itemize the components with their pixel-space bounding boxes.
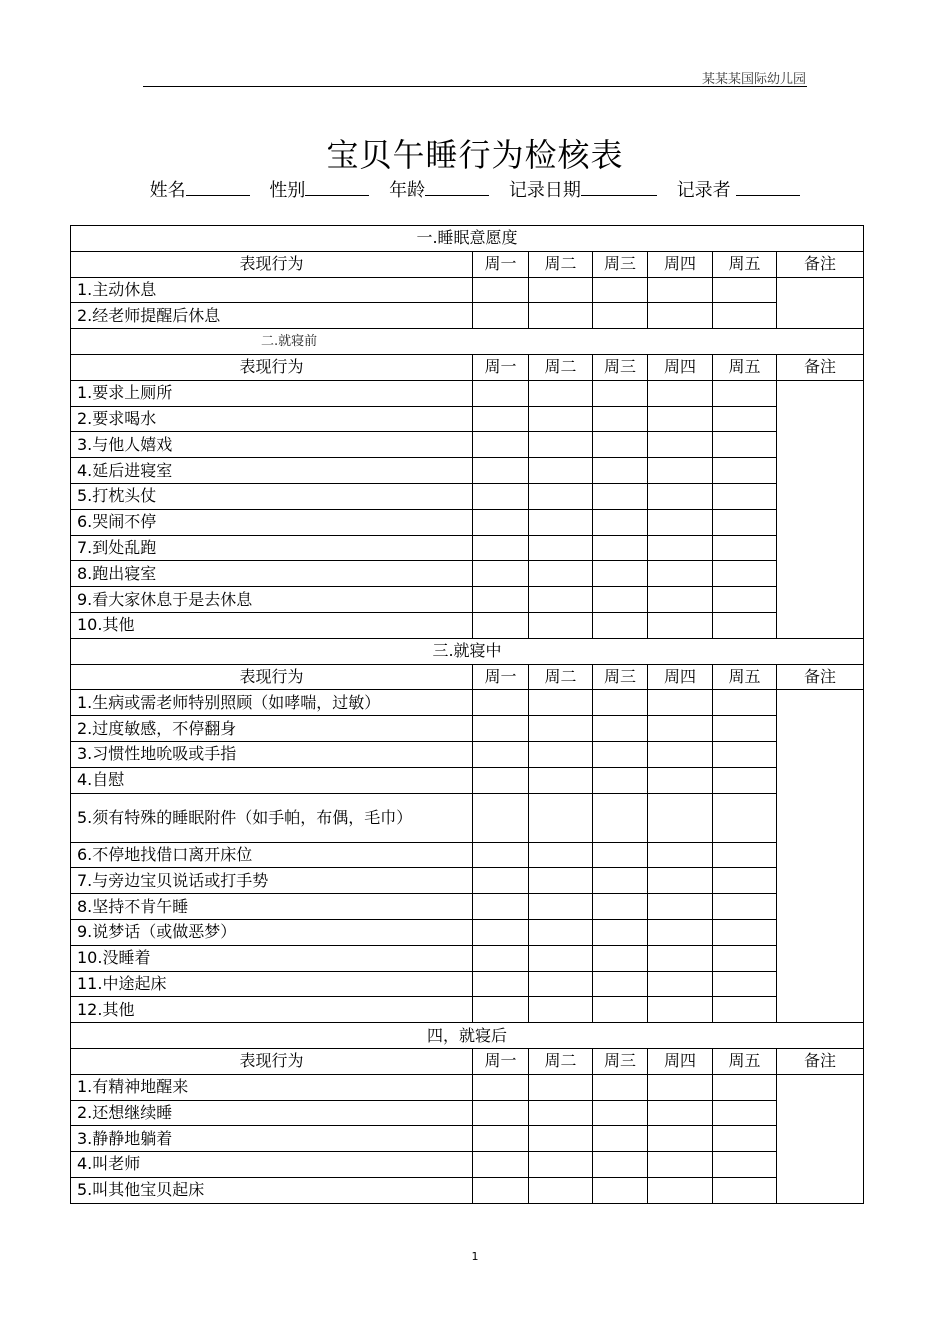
behavior-item: 8.坚持不肯午睡 xyxy=(71,894,473,920)
page-title: 宝贝午睡行为检核表 xyxy=(326,136,624,174)
check-cell-tue[interactable] xyxy=(529,1074,593,1100)
table-row xyxy=(71,535,864,561)
check-cell-thu[interactable] xyxy=(648,842,713,868)
table-row xyxy=(71,458,864,484)
check-cell-fri[interactable] xyxy=(713,842,777,868)
table-row xyxy=(71,767,864,793)
page-number: 1 xyxy=(471,1250,479,1263)
table-row xyxy=(71,483,864,509)
check-cell-fri[interactable] xyxy=(713,793,777,842)
check-cell-tue[interactable] xyxy=(529,894,593,920)
check-cell-tue[interactable] xyxy=(529,919,593,945)
table-row xyxy=(71,716,864,742)
check-cell-thu[interactable] xyxy=(648,997,713,1023)
check-cell-tue[interactable] xyxy=(529,483,593,509)
check-cell-tue[interactable] xyxy=(529,277,593,303)
check-cell-mon[interactable] xyxy=(473,690,529,716)
check-cell-fri[interactable] xyxy=(713,432,777,458)
day-header-wed: 周三 xyxy=(593,664,648,690)
check-cell-fri[interactable] xyxy=(713,868,777,894)
day-header-fri: 周五 xyxy=(713,664,777,690)
check-cell-thu[interactable] xyxy=(648,767,713,793)
day-header-tue: 周二 xyxy=(529,664,593,690)
behavior-item: 12.其他 xyxy=(71,997,473,1023)
check-cell-tue[interactable] xyxy=(529,868,593,894)
check-cell-mon[interactable] xyxy=(473,1152,529,1178)
check-cell-fri[interactable] xyxy=(713,741,777,767)
check-cell-mon[interactable] xyxy=(473,535,529,561)
check-cell-mon[interactable] xyxy=(473,303,529,329)
check-cell-tue[interactable] xyxy=(529,1126,593,1152)
table-row xyxy=(71,432,864,458)
table-row xyxy=(71,509,864,535)
check-cell-mon[interactable] xyxy=(473,458,529,484)
behavior-header: 表现行为 xyxy=(71,664,473,690)
check-cell-wed[interactable] xyxy=(593,432,648,458)
day-header-thu: 周四 xyxy=(648,251,713,277)
remark-cell[interactable] xyxy=(777,690,864,1023)
check-cell-tue[interactable] xyxy=(529,716,593,742)
check-cell-thu[interactable] xyxy=(648,483,713,509)
behavior-item: 4.自慰 xyxy=(71,767,473,793)
check-cell-wed[interactable] xyxy=(593,767,648,793)
check-cell-tue[interactable] xyxy=(529,509,593,535)
behavior-item: 9.看大家休息于是去休息 xyxy=(71,587,473,613)
day-header-thu: 周四 xyxy=(648,664,713,690)
check-cell-tue[interactable] xyxy=(529,406,593,432)
check-cell-wed[interactable] xyxy=(593,277,648,303)
check-cell-tue[interactable] xyxy=(529,458,593,484)
check-cell-mon[interactable] xyxy=(473,561,529,587)
column-header-row xyxy=(71,664,864,690)
check-cell-wed[interactable] xyxy=(593,458,648,484)
check-cell-mon[interactable] xyxy=(473,432,529,458)
table-row xyxy=(71,303,864,329)
day-header-wed: 周三 xyxy=(593,354,648,380)
check-cell-mon[interactable] xyxy=(473,277,529,303)
day-header-mon: 周一 xyxy=(473,251,529,277)
check-cell-tue[interactable] xyxy=(529,587,593,613)
table-row xyxy=(71,277,864,303)
check-cell-tue[interactable] xyxy=(529,793,593,842)
check-cell-fri[interactable] xyxy=(713,406,777,432)
behavior-item: 8.跑出寝室 xyxy=(71,561,473,587)
check-cell-tue[interactable] xyxy=(529,303,593,329)
behavior-item: 6.哭闹不停 xyxy=(71,509,473,535)
table-row xyxy=(71,612,864,638)
check-cell-mon[interactable] xyxy=(473,945,529,971)
check-cell-fri[interactable] xyxy=(713,587,777,613)
check-cell-wed[interactable] xyxy=(593,868,648,894)
check-cell-wed[interactable] xyxy=(593,894,648,920)
check-cell-wed[interactable] xyxy=(593,690,648,716)
check-cell-wed[interactable] xyxy=(593,561,648,587)
check-cell-tue[interactable] xyxy=(529,561,593,587)
table-row xyxy=(71,406,864,432)
check-cell-fri[interactable] xyxy=(713,690,777,716)
check-cell-tue[interactable] xyxy=(529,1152,593,1178)
name-label: 姓名 xyxy=(149,180,186,201)
remark-header: 备注 xyxy=(777,664,864,690)
section-title-row xyxy=(71,638,864,664)
age-label: 年龄 xyxy=(389,180,426,201)
check-cell-tue[interactable] xyxy=(529,971,593,997)
check-cell-thu[interactable] xyxy=(648,303,713,329)
check-cell-mon[interactable] xyxy=(473,842,529,868)
check-cell-mon[interactable] xyxy=(473,509,529,535)
check-cell-mon[interactable] xyxy=(473,406,529,432)
section-title-row xyxy=(71,329,864,355)
check-cell-mon[interactable] xyxy=(473,612,529,638)
check-cell-wed[interactable] xyxy=(593,483,648,509)
check-cell-mon[interactable] xyxy=(473,971,529,997)
check-cell-fri[interactable] xyxy=(713,1074,777,1100)
behavior-item: 2.还想继续睡 xyxy=(71,1100,473,1126)
table-row xyxy=(71,1100,864,1126)
behavior-item: 1.有精神地醒来 xyxy=(71,1074,473,1100)
day-header-tue: 周二 xyxy=(529,1048,593,1074)
check-cell-wed[interactable] xyxy=(593,716,648,742)
day-header-wed: 周三 xyxy=(593,1048,648,1074)
check-cell-mon[interactable] xyxy=(473,380,529,406)
check-cell-thu[interactable] xyxy=(648,535,713,561)
check-cell-thu[interactable] xyxy=(648,380,713,406)
behavior-item: 7.与旁边宝贝说话或打手势 xyxy=(71,868,473,894)
section-title: 四，就寝后 xyxy=(71,1023,864,1049)
check-cell-thu[interactable] xyxy=(648,1126,713,1152)
check-cell-wed[interactable] xyxy=(593,793,648,842)
check-cell-thu[interactable] xyxy=(648,1100,713,1126)
check-cell-thu[interactable] xyxy=(648,1074,713,1100)
table-row xyxy=(71,971,864,997)
section-title: 三.就寝中 xyxy=(71,638,864,664)
behavior-item: 1.主动休息 xyxy=(71,277,473,303)
check-cell-wed[interactable] xyxy=(593,587,648,613)
table-row xyxy=(71,587,864,613)
check-cell-tue[interactable] xyxy=(529,945,593,971)
check-cell-wed[interactable] xyxy=(593,509,648,535)
check-cell-fri[interactable] xyxy=(713,997,777,1023)
gender-label: 性别 xyxy=(269,180,306,201)
day-header-fri: 周五 xyxy=(713,1048,777,1074)
check-cell-wed[interactable] xyxy=(593,919,648,945)
behavior-item: 5.叫其他宝贝起床 xyxy=(71,1177,473,1203)
check-cell-tue[interactable] xyxy=(529,997,593,1023)
day-header-thu: 周四 xyxy=(648,1048,713,1074)
check-cell-mon[interactable] xyxy=(473,716,529,742)
check-cell-wed[interactable] xyxy=(593,1100,648,1126)
behavior-item: 11.中途起床 xyxy=(71,971,473,997)
behavior-item: 3.静静地躺着 xyxy=(71,1126,473,1152)
table-row xyxy=(71,690,864,716)
checklist-table xyxy=(70,225,864,1204)
check-cell-mon[interactable] xyxy=(473,793,529,842)
check-cell-thu[interactable] xyxy=(648,432,713,458)
info-fields xyxy=(0,176,950,202)
check-cell-tue[interactable] xyxy=(529,432,593,458)
remark-header: 备注 xyxy=(777,354,864,380)
behavior-item: 3.习惯性地吮吸或手指 xyxy=(71,741,473,767)
check-cell-wed[interactable] xyxy=(593,997,648,1023)
check-cell-thu[interactable] xyxy=(648,561,713,587)
behavior-item: 3.与他人嬉戏 xyxy=(71,432,473,458)
check-cell-thu[interactable] xyxy=(648,612,713,638)
check-cell-thu[interactable] xyxy=(648,741,713,767)
behavior-item: 4.延后进寝室 xyxy=(71,458,473,484)
day-header-mon: 周一 xyxy=(473,354,529,380)
table-row xyxy=(71,842,864,868)
day-header-mon: 周一 xyxy=(473,664,529,690)
check-cell-fri[interactable] xyxy=(713,1177,777,1203)
check-cell-mon[interactable] xyxy=(473,894,529,920)
check-cell-wed[interactable] xyxy=(593,1126,648,1152)
check-cell-thu[interactable] xyxy=(648,971,713,997)
section-title-row xyxy=(71,226,864,252)
day-header-tue: 周二 xyxy=(529,251,593,277)
behavior-item: 5.须有特殊的睡眠附件（如手帕，布偶，毛巾） xyxy=(71,793,473,842)
section-title: 一.睡眠意愿度 xyxy=(71,226,864,252)
check-cell-thu[interactable] xyxy=(648,894,713,920)
table-row xyxy=(71,868,864,894)
check-cell-mon[interactable] xyxy=(473,997,529,1023)
table-row xyxy=(71,1074,864,1100)
table-row xyxy=(71,793,864,842)
behavior-item: 2.要求喝水 xyxy=(71,406,473,432)
table-row xyxy=(71,561,864,587)
day-header-tue: 周二 xyxy=(529,354,593,380)
check-cell-mon[interactable] xyxy=(473,1074,529,1100)
check-cell-fri[interactable] xyxy=(713,945,777,971)
check-cell-fri[interactable] xyxy=(713,612,777,638)
remark-cell[interactable] xyxy=(777,277,864,329)
day-header-fri: 周五 xyxy=(713,354,777,380)
check-cell-fri[interactable] xyxy=(713,1152,777,1178)
day-header-wed: 周三 xyxy=(593,251,648,277)
table-row xyxy=(71,1126,864,1152)
recorder-blank[interactable] xyxy=(736,181,800,196)
check-cell-tue[interactable] xyxy=(529,1177,593,1203)
check-cell-fri[interactable] xyxy=(713,535,777,561)
behavior-item: 10.没睡着 xyxy=(71,945,473,971)
check-cell-fri[interactable] xyxy=(713,1100,777,1126)
remark-cell[interactable] xyxy=(777,380,864,638)
check-cell-mon[interactable] xyxy=(473,587,529,613)
check-cell-tue[interactable] xyxy=(529,535,593,561)
check-cell-mon[interactable] xyxy=(473,868,529,894)
check-cell-fri[interactable] xyxy=(713,716,777,742)
check-cell-thu[interactable] xyxy=(648,406,713,432)
table-row xyxy=(71,945,864,971)
check-cell-thu[interactable] xyxy=(648,509,713,535)
check-cell-tue[interactable] xyxy=(529,842,593,868)
check-cell-tue[interactable] xyxy=(529,380,593,406)
check-cell-tue[interactable] xyxy=(529,1100,593,1126)
table-row xyxy=(71,997,864,1023)
check-cell-thu[interactable] xyxy=(648,945,713,971)
check-cell-thu[interactable] xyxy=(648,277,713,303)
check-cell-mon[interactable] xyxy=(473,919,529,945)
section-title-row xyxy=(71,1023,864,1049)
behavior-item: 2.经老师提醒后休息 xyxy=(71,303,473,329)
organization-name: 某某某国际幼儿园 xyxy=(701,72,806,87)
check-cell-thu[interactable] xyxy=(648,716,713,742)
table-row xyxy=(71,741,864,767)
table-row xyxy=(71,1152,864,1178)
check-cell-wed[interactable] xyxy=(593,380,648,406)
check-cell-thu[interactable] xyxy=(648,458,713,484)
check-cell-wed[interactable] xyxy=(593,1152,648,1178)
check-cell-mon[interactable] xyxy=(473,483,529,509)
name-blank[interactable] xyxy=(186,181,250,196)
check-cell-wed[interactable] xyxy=(593,535,648,561)
check-cell-thu[interactable] xyxy=(648,1177,713,1203)
column-header-row xyxy=(71,251,864,277)
behavior-item: 1.要求上厕所 xyxy=(71,380,473,406)
check-cell-mon[interactable] xyxy=(473,767,529,793)
check-cell-wed[interactable] xyxy=(593,303,648,329)
check-cell-fri[interactable] xyxy=(713,919,777,945)
check-cell-tue[interactable] xyxy=(529,741,593,767)
check-cell-wed[interactable] xyxy=(593,842,648,868)
check-cell-tue[interactable] xyxy=(529,612,593,638)
check-cell-fri[interactable] xyxy=(713,303,777,329)
check-cell-fri[interactable] xyxy=(713,894,777,920)
behavior-item: 2.过度敏感，不停翻身 xyxy=(71,716,473,742)
check-cell-mon[interactable] xyxy=(473,1126,529,1152)
behavior-item: 4.叫老师 xyxy=(71,1152,473,1178)
check-cell-fri[interactable] xyxy=(713,509,777,535)
check-cell-wed[interactable] xyxy=(593,971,648,997)
check-cell-fri[interactable] xyxy=(713,277,777,303)
table-row xyxy=(71,919,864,945)
check-cell-tue[interactable] xyxy=(529,690,593,716)
recorder-label: 记录者 xyxy=(676,180,731,201)
check-cell-fri[interactable] xyxy=(713,561,777,587)
check-cell-thu[interactable] xyxy=(648,1152,713,1178)
day-header-thu: 周四 xyxy=(648,354,713,380)
column-header-row xyxy=(71,1048,864,1074)
gender-blank[interactable] xyxy=(305,181,369,196)
check-cell-wed[interactable] xyxy=(593,1177,648,1203)
column-header-row xyxy=(71,354,864,380)
check-cell-thu[interactable] xyxy=(648,793,713,842)
header-rule xyxy=(143,86,807,87)
remark-header: 备注 xyxy=(777,1048,864,1074)
table-row xyxy=(71,1177,864,1203)
check-cell-fri[interactable] xyxy=(713,483,777,509)
behavior-item: 6.不停地找借口离开床位 xyxy=(71,842,473,868)
check-cell-thu[interactable] xyxy=(648,919,713,945)
behavior-item: 10.其他 xyxy=(71,612,473,638)
check-cell-wed[interactable] xyxy=(593,612,648,638)
date-blank[interactable] xyxy=(581,181,657,196)
check-cell-wed[interactable] xyxy=(593,406,648,432)
check-cell-fri[interactable] xyxy=(713,458,777,484)
table-row xyxy=(71,894,864,920)
table-row xyxy=(71,380,864,406)
date-label: 记录日期 xyxy=(508,180,581,201)
check-cell-wed[interactable] xyxy=(593,1074,648,1100)
day-header-mon: 周一 xyxy=(473,1048,529,1074)
behavior-item: 7.到处乱跑 xyxy=(71,535,473,561)
behavior-header: 表现行为 xyxy=(71,251,473,277)
behavior-header: 表现行为 xyxy=(71,354,473,380)
check-cell-thu[interactable] xyxy=(648,587,713,613)
behavior-header: 表现行为 xyxy=(71,1048,473,1074)
remark-cell[interactable] xyxy=(777,1074,864,1203)
behavior-item: 9.说梦话（或做恶梦） xyxy=(71,919,473,945)
check-cell-mon[interactable] xyxy=(473,1177,529,1203)
check-cell-thu[interactable] xyxy=(648,690,713,716)
check-cell-fri[interactable] xyxy=(713,1126,777,1152)
check-cell-tue[interactable] xyxy=(529,767,593,793)
check-cell-thu[interactable] xyxy=(648,868,713,894)
section-title: 二.就寝前 xyxy=(71,329,864,355)
check-cell-fri[interactable] xyxy=(713,380,777,406)
check-cell-fri[interactable] xyxy=(713,767,777,793)
day-header-fri: 周五 xyxy=(713,251,777,277)
check-cell-mon[interactable] xyxy=(473,741,529,767)
check-cell-wed[interactable] xyxy=(593,945,648,971)
check-cell-wed[interactable] xyxy=(593,741,648,767)
check-cell-fri[interactable] xyxy=(713,971,777,997)
behavior-item: 5.打枕头仗 xyxy=(71,483,473,509)
age-blank[interactable] xyxy=(425,181,489,196)
remark-header: 备注 xyxy=(777,251,864,277)
check-cell-mon[interactable] xyxy=(473,1100,529,1126)
behavior-item: 1.生病或需老师特别照顾（如哮喘，过敏） xyxy=(71,690,473,716)
